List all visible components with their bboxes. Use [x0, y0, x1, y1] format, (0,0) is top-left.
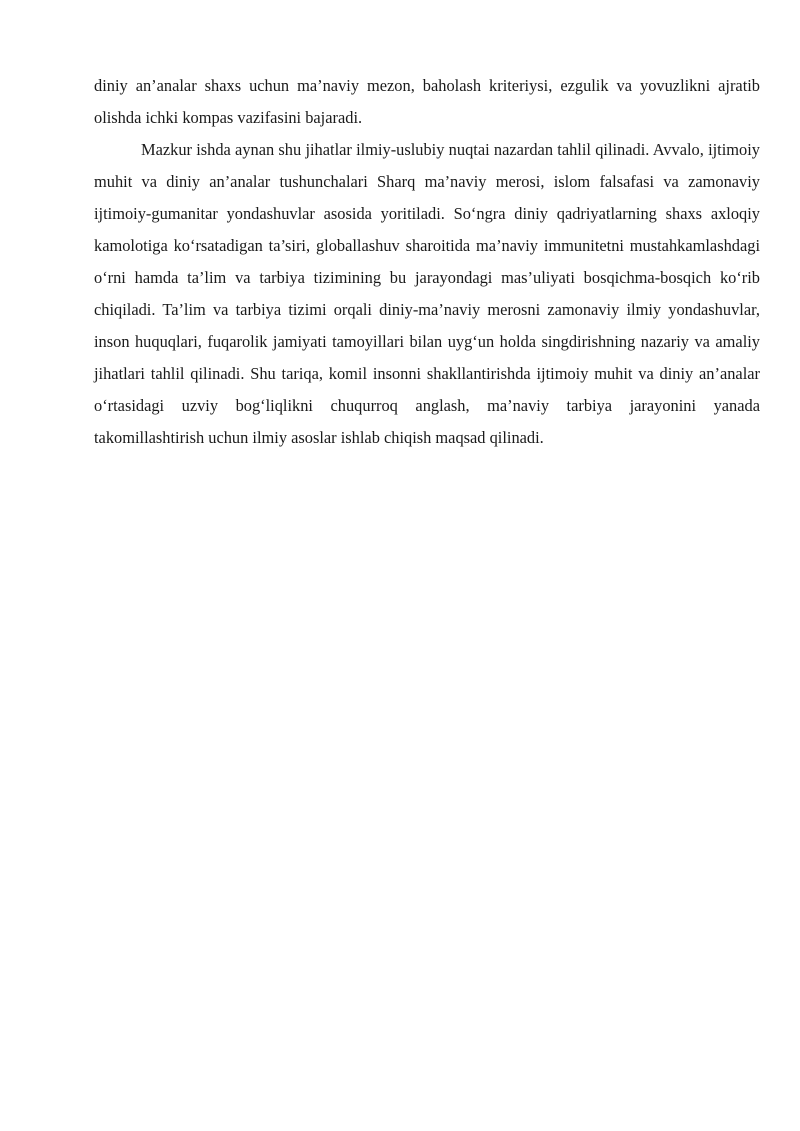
paragraph-continuation: diniy an’analar shaxs uchun ma’naviy mezon, baholash kriteriysi, ezgulik va yovuzlikni ajratib olishda ichki kompas vazifasini bajaradi. — [94, 76, 760, 127]
paragraph-main: Mazkur ishda aynan shu jihatlar ilmiy-uslubiy nuqtai nazardan tahlil qilinadi. Avvalo, ijtimoiy muhit va diniy an’analar tushunchalari Sharq ma’naviy merosi, islom falsafasi va zamonaviy ijtimoiy-gumanitar yondashuvlar asosida yoritiladi. So‘ngra diniy qadriyatlarning shaxs axloqiy kamolotiga ko‘rsatadigan ta’siri, globallashuv sharoitida ma’naviy immunitetni mustahkamlashdagi o‘rni hamda ta’lim va tarbiya tizimining bu jarayondagi mas’uliyati bosqichma-bosqich ko‘rib chiqiladi. Ta’lim va tarbiya tizimi orqali diniy-ma’naviy merosni zamonaviy ilmiy yondashuvlar, inson huquqlari, fuqarolik jamiyati tamoyillari bilan uyg‘un holda singdirishning nazariy va amaliy jihatlari tahlil qilinadi. Shu tariqa, komil insonni shakllantirishda ijtimoiy muhit va diniy an’analar o‘rtasidagi uzviy bog‘liqlikni chuqurroq anglash, ma’naviy tarbiya jarayonini yanada takomillashtirish uchun ilmiy asoslar ishlab chiqish maqsad qilinadi. — [94, 140, 760, 447]
document-page — [94, 70, 760, 454]
